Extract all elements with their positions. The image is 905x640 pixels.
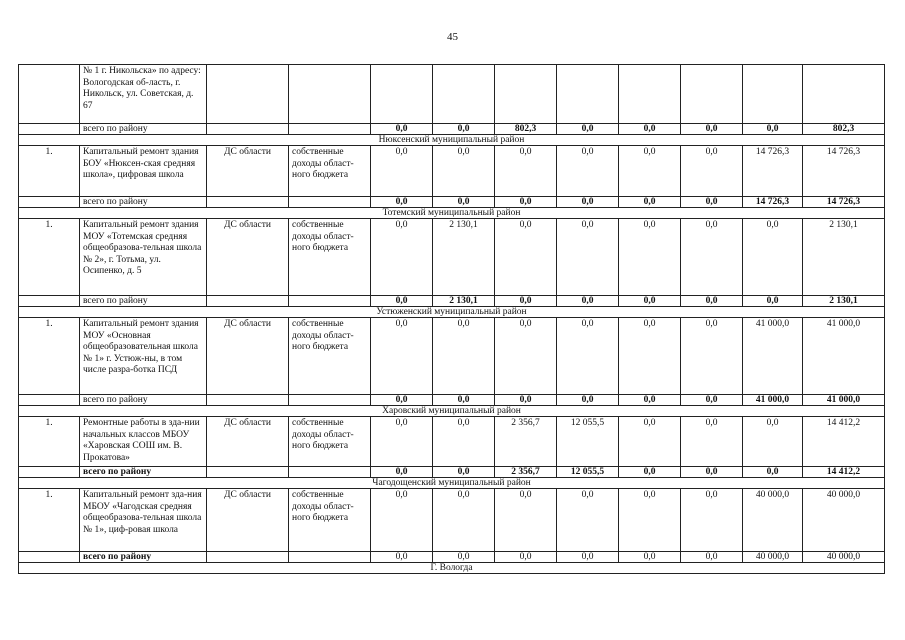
cell-value [743, 65, 803, 124]
district-name: Нюксенский муниципальный район [19, 135, 885, 146]
cell-value: 40 000,0 [743, 489, 803, 552]
cell-source: собственные доходы област-ного бюджета [289, 219, 371, 296]
cell-value: 0,0 [371, 219, 433, 296]
cell-source [289, 552, 371, 563]
cell-value [557, 65, 619, 124]
cell-description: Капитальный ремонт здания БОУ «Нюксен-ская средняя школа», цифровая школа [80, 146, 207, 197]
total-value: 0,0 [371, 395, 433, 406]
cell-value: 0,0 [681, 489, 743, 552]
cell-customer: ДС области [207, 489, 289, 552]
cell-value: 0,0 [619, 219, 681, 296]
cell-customer [207, 552, 289, 563]
total-value: 0,0 [433, 395, 495, 406]
total-value: 0,0 [681, 124, 743, 135]
table-row [19, 219, 885, 296]
district-name: Чагодощенский муниципальный район [19, 478, 885, 489]
cell-source [289, 197, 371, 208]
cell-value: 0,0 [433, 489, 495, 552]
cell-customer [207, 197, 289, 208]
table-row [19, 318, 885, 395]
cell-customer [207, 467, 289, 478]
cell-num [19, 197, 80, 208]
cell-value: 2 356,7 [495, 417, 557, 467]
total-value: 0,0 [681, 552, 743, 563]
cell-value: 0,0 [371, 146, 433, 197]
cell-num [19, 65, 80, 124]
total-value: 0,0 [371, 467, 433, 478]
total-value: 802,3 [803, 124, 885, 135]
cell-source: собственные доходы област-ного бюджета [289, 489, 371, 552]
cell-value: 0,0 [495, 489, 557, 552]
total-value: 0,0 [681, 467, 743, 478]
cell-value: 0,0 [681, 417, 743, 467]
total-value: 2 356,7 [495, 467, 557, 478]
total-value: 0,0 [371, 197, 433, 208]
cell-value: 0,0 [433, 146, 495, 197]
total-row [19, 395, 885, 406]
cell-value: 0,0 [495, 146, 557, 197]
district-name: Тотемский муниципальный район [19, 208, 885, 219]
cell-value: 0,0 [433, 318, 495, 395]
cell-source [289, 467, 371, 478]
total-value: 14 726,3 [743, 197, 803, 208]
total-value: 2 130,1 [433, 296, 495, 307]
total-value: 0,0 [495, 552, 557, 563]
total-value: 0,0 [619, 124, 681, 135]
cell-value [681, 65, 743, 124]
cell-value: 14 726,3 [743, 146, 803, 197]
cell-value: 14 726,3 [803, 146, 885, 197]
cell-value [371, 65, 433, 124]
cell-source [289, 296, 371, 307]
total-label: всего по району [80, 296, 207, 307]
cell-description: Капитальный ремонт здания МОУ «Основная общеобразовательная школа № 1» г. Устюж-ны, в том числе разра-ботка ПСД [80, 318, 207, 395]
cell-source: собственные доходы област-ного бюджета [289, 146, 371, 197]
cell-value: 0,0 [495, 219, 557, 296]
cell-description: Капитальный ремонт зда-ния МБОУ «Чагодская средняя общеобразова-тельная школа № 1», циф-ровая школа [80, 489, 207, 552]
total-value: 0,0 [557, 552, 619, 563]
cell-customer: ДС области [207, 318, 289, 395]
district-name: Устюженский муниципальный район [19, 307, 885, 318]
total-label: всего по району [80, 467, 207, 478]
total-value: 0,0 [433, 552, 495, 563]
cell-source [289, 124, 371, 135]
cell-source [289, 395, 371, 406]
total-value: 0,0 [557, 296, 619, 307]
total-value: 0,0 [743, 124, 803, 135]
cell-value: 0,0 [619, 318, 681, 395]
total-value: 2 130,1 [803, 296, 885, 307]
cell-customer [207, 296, 289, 307]
cell-value [619, 65, 681, 124]
cell-value: 40 000,0 [803, 489, 885, 552]
district-header-row [19, 563, 885, 574]
cell-value: 14 412,2 [803, 417, 885, 467]
total-value: 0,0 [681, 296, 743, 307]
district-name: Харовский муниципальный район [19, 406, 885, 417]
total-label: всего по району [80, 124, 207, 135]
cell-description: № 1 г. Никольска» по адресу: Вологодская об-ласть, г. Никольск, ул. Советская, д. 67 [80, 65, 207, 124]
cell-num [19, 552, 80, 563]
cell-description: Ремонтные работы в зда-нии начальных классов МБОУ «Харовская СОШ им. В. Прокатова» [80, 417, 207, 467]
total-value: 0,0 [371, 124, 433, 135]
total-value: 40 000,0 [743, 552, 803, 563]
cell-customer: ДС области [207, 219, 289, 296]
cell-value: 12 055,5 [557, 417, 619, 467]
cell-num: 1. [19, 219, 80, 296]
district-header-row [19, 406, 885, 417]
cell-value: 0,0 [619, 146, 681, 197]
cell-customer [207, 124, 289, 135]
total-row [19, 197, 885, 208]
cell-num [19, 395, 80, 406]
cell-value: 0,0 [433, 417, 495, 467]
total-value: 0,0 [743, 467, 803, 478]
cell-customer [207, 65, 289, 124]
total-value: 12 055,5 [557, 467, 619, 478]
cell-value: 41 000,0 [803, 318, 885, 395]
total-value: 0,0 [495, 296, 557, 307]
total-value: 0,0 [681, 395, 743, 406]
total-value: 0,0 [371, 296, 433, 307]
total-value: 0,0 [495, 395, 557, 406]
total-value: 0,0 [433, 124, 495, 135]
cell-value [495, 65, 557, 124]
cell-num [19, 296, 80, 307]
district-header-row [19, 135, 885, 146]
cell-source: собственные доходы област-ного бюджета [289, 318, 371, 395]
total-value: 0,0 [371, 552, 433, 563]
cell-value: 0,0 [371, 318, 433, 395]
total-value: 0,0 [619, 395, 681, 406]
total-row [19, 296, 885, 307]
total-label: всего по району [80, 197, 207, 208]
cell-value: 2 130,1 [433, 219, 495, 296]
district-header-row [19, 208, 885, 219]
cell-source [289, 65, 371, 124]
cell-value: 0,0 [557, 219, 619, 296]
total-value: 0,0 [557, 124, 619, 135]
cell-value: 0,0 [557, 146, 619, 197]
cell-value: 0,0 [681, 146, 743, 197]
cell-value: 0,0 [619, 417, 681, 467]
total-value: 14 412,2 [803, 467, 885, 478]
table-row [19, 146, 885, 197]
cell-value: 0,0 [557, 318, 619, 395]
table-row [19, 417, 885, 467]
cell-value: 0,0 [619, 489, 681, 552]
table-row [19, 489, 885, 552]
total-value: 0,0 [681, 197, 743, 208]
total-value: 41 000,0 [743, 395, 803, 406]
cell-value: 0,0 [371, 417, 433, 467]
cell-num: 1. [19, 146, 80, 197]
total-row [19, 467, 885, 478]
total-value: 0,0 [619, 197, 681, 208]
budget-table [18, 64, 885, 574]
cell-customer: ДС области [207, 417, 289, 467]
total-label: всего по району [80, 395, 207, 406]
cell-value: 0,0 [371, 489, 433, 552]
page-number: 45 [447, 31, 458, 43]
district-name: Г. Вологда [19, 563, 885, 574]
cell-value: 0,0 [681, 318, 743, 395]
cell-value: 2 130,1 [803, 219, 885, 296]
cell-value: 0,0 [743, 219, 803, 296]
cell-value: 0,0 [495, 318, 557, 395]
cell-source: собственные доходы област-ного бюджета [289, 417, 371, 467]
total-value: 0,0 [619, 467, 681, 478]
cell-num: 1. [19, 318, 80, 395]
cell-value: 0,0 [743, 417, 803, 467]
cell-num [19, 124, 80, 135]
total-label: всего по району [80, 552, 207, 563]
cell-value [433, 65, 495, 124]
cell-num [19, 467, 80, 478]
cell-value: 0,0 [681, 219, 743, 296]
cell-value [803, 65, 885, 124]
total-value: 802,3 [495, 124, 557, 135]
cell-num: 1. [19, 417, 80, 467]
district-header-row [19, 478, 885, 489]
total-value: 0,0 [557, 197, 619, 208]
cell-value: 0,0 [557, 489, 619, 552]
district-header-row [19, 307, 885, 318]
total-value: 41 000,0 [803, 395, 885, 406]
cell-customer: ДС области [207, 146, 289, 197]
total-value: 0,0 [495, 197, 557, 208]
cell-value: 41 000,0 [743, 318, 803, 395]
total-value: 0,0 [619, 552, 681, 563]
cell-customer [207, 395, 289, 406]
total-row [19, 552, 885, 563]
total-value: 0,0 [433, 197, 495, 208]
total-value: 0,0 [433, 467, 495, 478]
total-value: 14 726,3 [803, 197, 885, 208]
total-value: 0,0 [557, 395, 619, 406]
total-value: 0,0 [743, 296, 803, 307]
total-value: 0,0 [619, 296, 681, 307]
total-row-intro [19, 124, 885, 135]
table-row-intro [19, 65, 885, 124]
cell-description: Капитальный ремонт здания МОУ «Тотемская средняя общеобразова-тельная школа № 2», г. Тотьма, ул. Осипенко, д. 5 [80, 219, 207, 296]
total-value: 40 000,0 [803, 552, 885, 563]
cell-num: 1. [19, 489, 80, 552]
table-body [19, 65, 885, 574]
